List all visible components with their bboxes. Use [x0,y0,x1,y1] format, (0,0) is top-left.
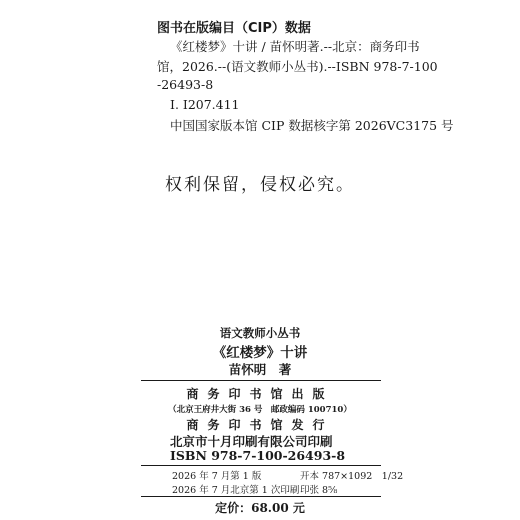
series-name: 语文教师小丛书 [219,326,301,340]
cip-line-2: 馆，2026.--(语文教师小丛书).--ISBN 978-7-100 [157,59,438,74]
cip-line-3: -26493-8 [157,77,214,92]
price: 定价：68.00 元 [215,501,305,515]
distributor-line: 商务印书馆发行 [186,418,334,432]
cip-line-5: 中国国家版本馆 CIP 数据核字第 2026VC3175 号 [170,118,454,133]
isbn-line: ISBN 978-7-100-26493-8 [170,448,346,463]
top-rule [141,380,381,381]
cip-heading: 图书在版编目（CIP）数据 [157,21,311,36]
printer-line: 北京市十月印刷有限公司印刷 [170,434,333,449]
sheets-info: 印张 8⅝ [300,485,338,496]
bottom-rule [141,496,381,497]
publisher-line: 商务印书馆出版 [186,387,334,401]
cip-line-1: 《红楼梦》十讲 / 苗怀明著.--北京：商务印书 [170,39,420,54]
publisher-address: （北京王府井大街 36 号 邮政编码 100710） [168,405,352,415]
book-title: 《红楼梦》十讲 [212,345,308,361]
edition-info: 2026 年 7 月第 1 版 [172,471,262,482]
rights-statement: 权利保留，侵权必究。 [165,175,355,195]
middle-rule [141,465,381,466]
author-name: 苗怀明 著 [228,362,292,377]
printing-info: 2026 年 7 月北京第 1 次印刷 [172,485,300,496]
format-info: 开本 787×1092 1/32 [300,471,404,482]
cip-line-4: Ⅰ. I207.411 [170,97,240,112]
